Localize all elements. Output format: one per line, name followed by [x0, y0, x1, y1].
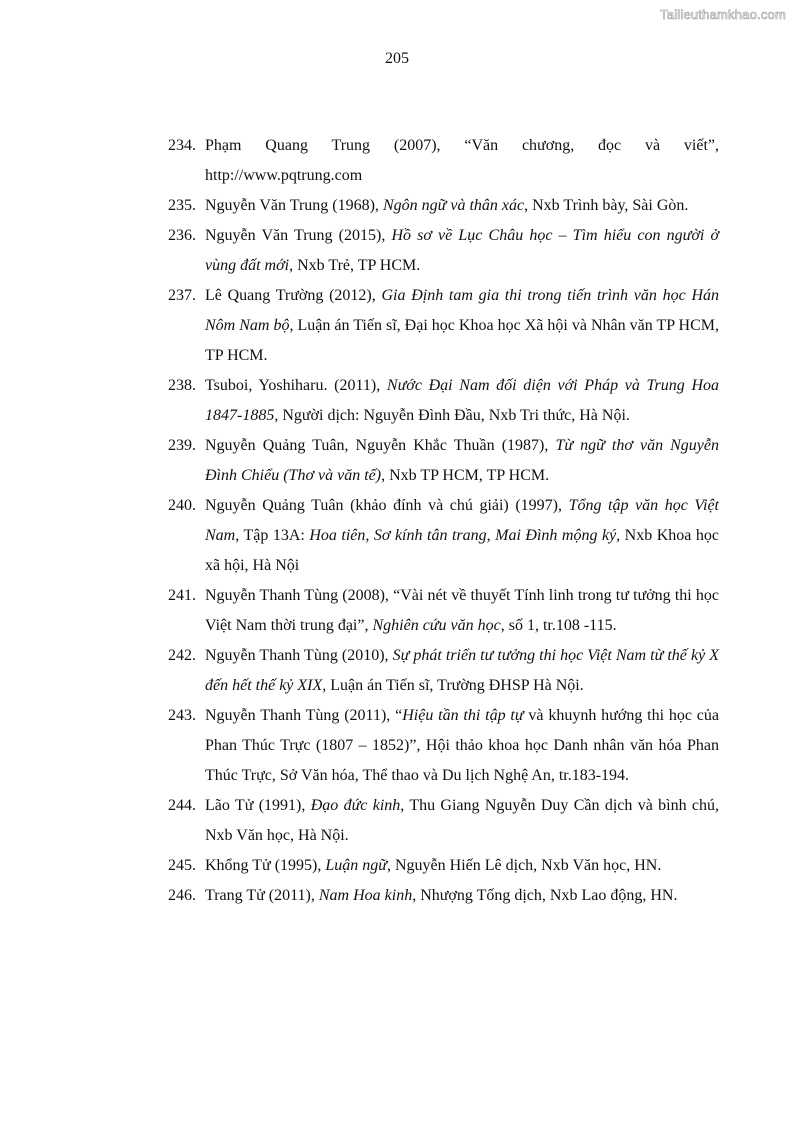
reference-text-segment: Nguyễn Thanh Tùng (2010), — [205, 647, 393, 664]
reference-text-segment: , Luận án Tiến sĩ, Trường ĐHSP Hà Nội. — [322, 677, 584, 694]
reference-text-segment: Nguyễn Quảng Tuân, Nguyễn Khắc Thuần (1987), — [205, 437, 556, 454]
reference-title-italic: Hoa tiên, Sơ kính tân trang, Mai Đình mộng ký — [309, 527, 617, 544]
reference-number: 241. — [168, 587, 196, 604]
reference-text-segment: Nguyễn Văn Trung (1968), — [205, 197, 383, 214]
reference-text-segment: , Người dịch: Nguyễn Đình Đầu, Nxb Tri thức, Hà Nội. — [274, 407, 630, 424]
reference-text — [205, 227, 719, 274]
reference-text-segment: , Thu Giang Nguyễn Duy Cần dịch và bình chú, Nxb Văn học, Hà Nội. — [205, 797, 720, 844]
reference-title-italic: Từ ngữ thơ văn Nguyễn Đình Chiểu (Thơ và văn tế) — [205, 437, 719, 484]
reference-number: 236. — [168, 227, 196, 244]
reference-text — [205, 797, 719, 844]
reference-text-segment: , Luận án Tiến sĩ, Đại học Khoa học Xã hội và Nhân văn TP HCM, TP HCM. — [205, 317, 719, 364]
reference-text — [205, 497, 719, 574]
reference-text — [205, 647, 719, 694]
reference-item — [168, 491, 719, 581]
reference-text-segment: và khuynh hướng thi học của Phan Thúc Trực (1807 – 1852)”, Hội thảo khoa học Danh nhân văn hóa Phan Thúc Trực, Sở Văn hóa, Thể thao và Du lịch Nghệ An, tr.183-194. — [205, 707, 719, 784]
reference-number: 242. — [168, 647, 196, 664]
reference-number: 238. — [168, 377, 196, 394]
reference-number: 244. — [168, 797, 196, 814]
reference-number: 245. — [168, 857, 196, 874]
reference-title-italic: Ngôn ngữ và thân xác — [382, 197, 525, 214]
reference-number: 234. — [168, 137, 196, 154]
reference-item — [168, 371, 719, 431]
reference-text — [205, 437, 719, 484]
reference-item — [168, 281, 719, 371]
reference-item — [168, 581, 719, 641]
page-number: 205 — [385, 50, 409, 67]
reference-text-segment: , Nhượng Tống dịch, Nxb Lao động, HN. — [412, 887, 678, 904]
reference-text-segment: , Tập 13A: — [235, 527, 310, 544]
reference-item — [168, 701, 719, 791]
reference-list — [168, 131, 719, 911]
reference-title-italic: Hiệu tần thi tập tự — [402, 707, 524, 724]
reference-text — [205, 857, 661, 874]
reference-text — [205, 287, 719, 364]
reference-text-segment: Lão Tử (1991), — [205, 797, 311, 814]
reference-text-segment: , số 1, tr.108 -115. — [500, 617, 617, 634]
reference-text — [205, 887, 677, 904]
reference-title-italic: Nam Hoa kinh — [318, 887, 413, 904]
reference-text — [205, 707, 719, 784]
reference-number: 239. — [168, 437, 196, 454]
reference-number: 243. — [168, 707, 196, 724]
reference-text — [205, 587, 719, 634]
reference-title-italic: Tổng tập văn học Việt Nam — [205, 497, 720, 544]
reference-item — [168, 131, 719, 191]
reference-number: 237. — [168, 287, 196, 304]
reference-item — [168, 881, 719, 911]
reference-title-italic: Đạo đức kinh — [310, 797, 401, 814]
reference-text-segment: , Nxb TP HCM, TP HCM. — [381, 467, 550, 484]
reference-item — [168, 191, 719, 221]
reference-item — [168, 221, 719, 281]
reference-title-italic: Nghiên cứu văn học — [372, 617, 501, 634]
reference-text-segment: Trang Tử (2011), — [205, 887, 319, 904]
reference-text-segment: Phạm Quang Trung (2007), “Văn chương, đọc và viết”, http://www.pqtrung.com — [205, 137, 719, 184]
reference-item — [168, 641, 719, 701]
reference-text-segment: , Nguyễn Hiến Lê dịch, Nxb Văn học, HN. — [387, 857, 662, 874]
reference-number: 240. — [168, 497, 196, 514]
reference-text-segment: Nguyễn Thanh Tùng (2008), “Vài nét về thuyết Tính linh trong tư tưởng thi học Việt Nam thời trung đại”, — [205, 587, 719, 634]
reference-text-segment: Khổng Tử (1995), — [205, 857, 326, 874]
reference-text-segment: Lê Quang Trường (2012), — [205, 287, 382, 304]
reference-text — [205, 197, 688, 214]
reference-text-segment: Tsuboi, Yoshiharu. (2011), — [205, 377, 387, 394]
reference-title-italic: Nước Đại Nam đối diện với Pháp và Trung Hoa 1847-1885 — [205, 377, 719, 424]
reference-text-segment: Nguyễn Văn Trung (2015), — [205, 227, 392, 244]
watermark-text: Tailieuthamkhao.com — [660, 7, 786, 22]
reference-number: 246. — [168, 887, 196, 904]
reference-text — [205, 377, 719, 424]
reference-title-italic: Sự phát triển tư tưởng thi học Việt Nam từ thế kỷ X đến hết thế kỷ XIX — [205, 647, 719, 694]
reference-text-segment: , Nxb Trình bày, Sài Gòn. — [524, 197, 689, 214]
reference-title-italic: Hồ sơ về Lục Châu học – Tìm hiểu con người ở vùng đất mới — [205, 227, 720, 274]
reference-text-segment: Nguyễn Thanh Tùng (2011), “ — [205, 707, 403, 724]
reference-text — [205, 137, 719, 184]
reference-text-segment: , Nxb Trẻ, TP HCM. — [289, 257, 421, 274]
reference-number: 235. — [168, 197, 196, 214]
reference-text-segment: Nguyễn Quảng Tuân (khảo đính và chú giải) (1997), — [205, 497, 569, 514]
reference-title-italic: Luận ngữ — [325, 857, 387, 874]
reference-item — [168, 851, 719, 881]
reference-item — [168, 431, 719, 491]
reference-text-segment: , Nxb Khoa học xã hội, Hà Nội — [205, 527, 720, 574]
reference-item — [168, 791, 719, 851]
reference-title-italic: Gia Định tam gia thi trong tiến trình văn học Hán Nôm Nam bộ — [205, 287, 719, 334]
